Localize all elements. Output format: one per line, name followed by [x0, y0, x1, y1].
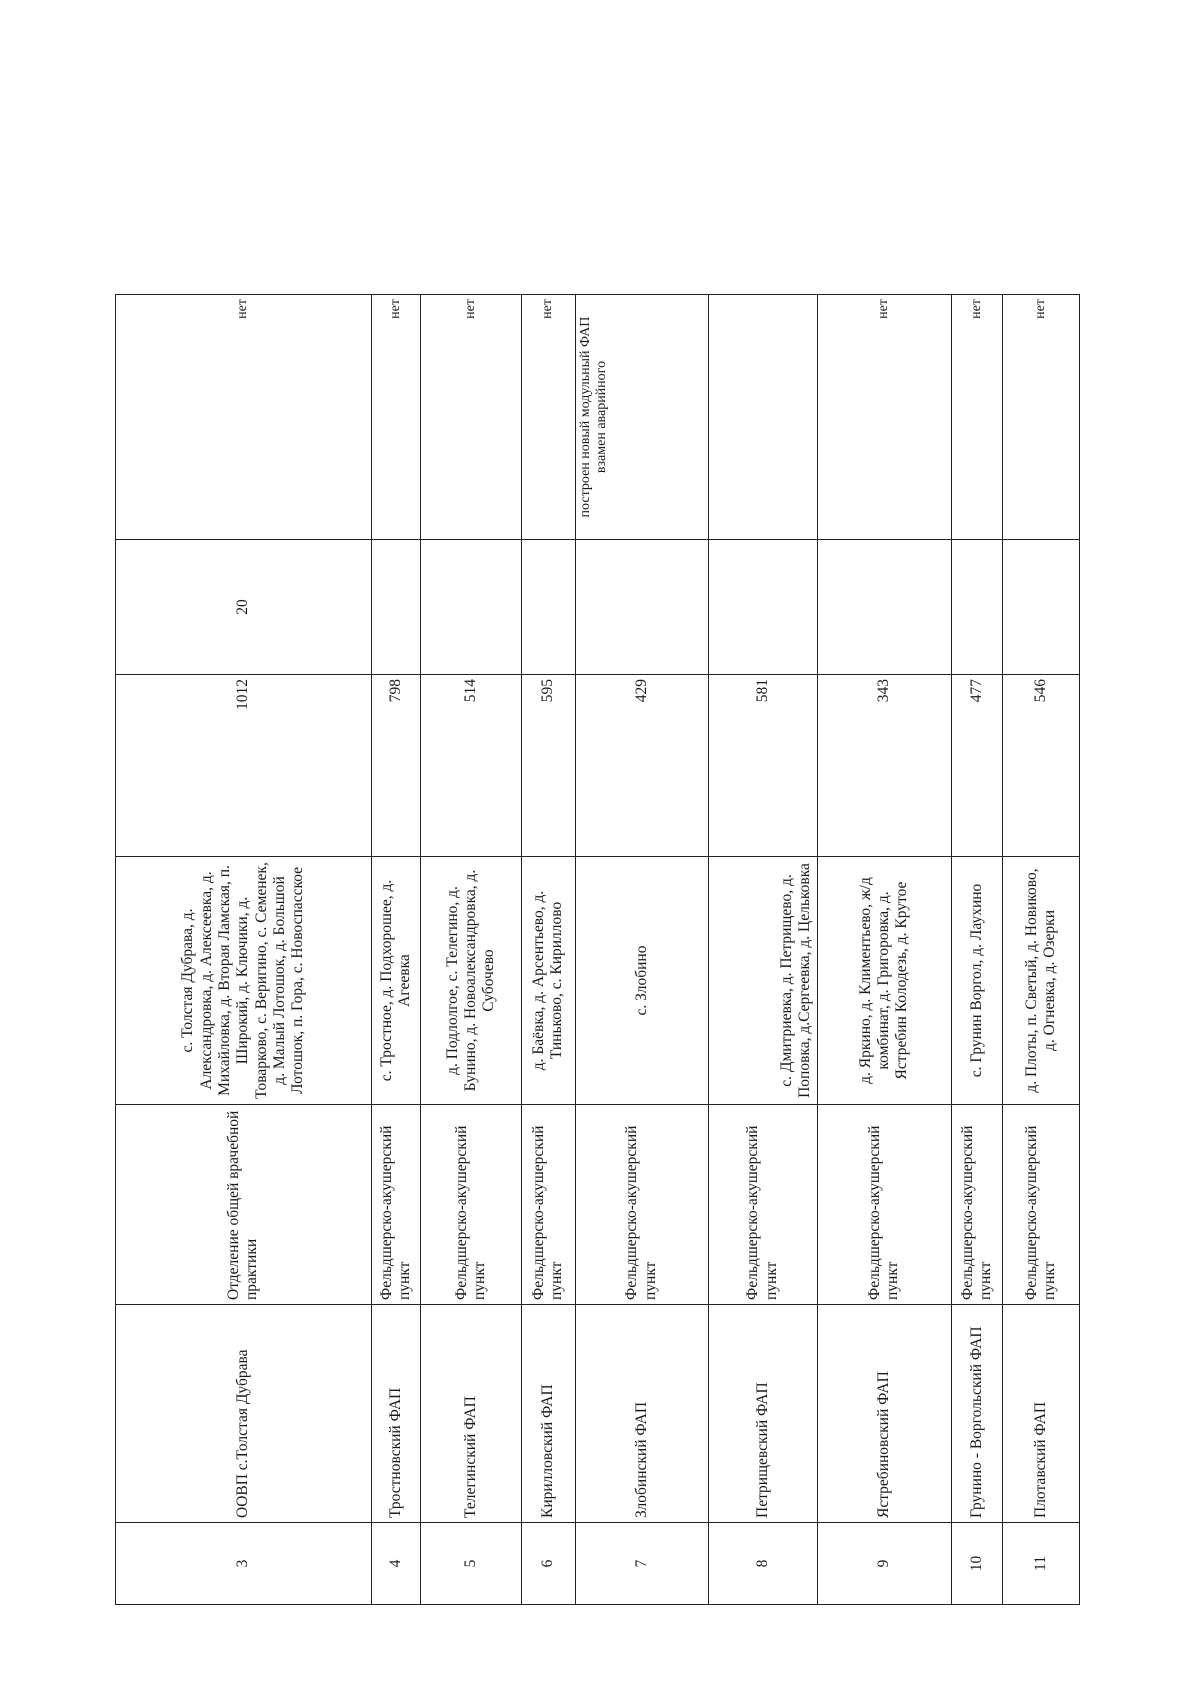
population: 514: [420, 675, 521, 857]
service-area: с. Толстая Дубрава, д. Александровка, д. Алексеевка, д. Михайловка, д. Вторая Ламская, п. Широкий, д. Ключики, д. Товарково, с. Веригино, с. Семенек, д. Малый Лотошок, д. Большой Лотошок, п. Гора, с. Новоспасское: [116, 857, 372, 1105]
facility-type: Фельдшерско-акушерский пункт: [575, 1105, 708, 1305]
row-number: 10: [951, 1523, 1002, 1605]
service-area: д. Подлолгое, с. Телегино, д. Бунино, д. Новоалександровка, д. Субочево: [420, 857, 521, 1105]
table-row: [1003, 295, 1080, 1605]
facility-type: Фельдшерско-акушерский пункт: [951, 1105, 1002, 1305]
row-number: 9: [817, 1523, 951, 1605]
table-row: [951, 295, 1002, 1605]
beds: [420, 540, 521, 675]
facility-name: Петрищевский ФАП: [708, 1305, 817, 1523]
beds: [817, 540, 951, 675]
population: 1012: [116, 675, 372, 857]
population: 595: [522, 675, 575, 857]
table-row: [116, 295, 372, 1605]
table-body: [116, 295, 1080, 1605]
service-area: с. Тростное, д. Подхорошее, д. Агеевка: [371, 857, 420, 1105]
service-area: д. Плоты, п. Светый, д. Новиково, д. Огневка, д. Озерки: [1003, 857, 1080, 1105]
facility-name: Кирилловский ФАП: [522, 1305, 575, 1523]
beds: 20: [116, 540, 372, 675]
facility-name: ООВП с.Толстая Дубрава: [116, 1305, 372, 1523]
row-number: 4: [371, 1523, 420, 1605]
population: 477: [951, 675, 1002, 857]
facility-type: Отделение общей врачебной практики: [116, 1105, 372, 1305]
table-row: [817, 295, 951, 1605]
service-area: с. Злобино: [575, 857, 708, 1105]
table-row: [371, 295, 420, 1605]
row-number: 11: [1003, 1523, 1080, 1605]
population: 798: [371, 675, 420, 857]
row-number: 5: [420, 1523, 521, 1605]
beds: [575, 540, 708, 675]
facility-name: Грунино - Воргольский ФАП: [951, 1305, 1002, 1523]
note: нет: [371, 295, 420, 540]
row-number: 7: [575, 1523, 708, 1605]
table-row: [708, 295, 817, 1605]
population: 581: [708, 675, 817, 857]
note: нет: [951, 295, 1002, 540]
facility-name: Злобинский ФАП: [575, 1305, 708, 1523]
population: 343: [817, 675, 951, 857]
note: построен новый модульный ФАП взамен аварийного: [575, 295, 708, 540]
row-number: 6: [522, 1523, 575, 1605]
population: 429: [575, 675, 708, 857]
facilities-table: [115, 294, 1080, 1605]
beds: [371, 540, 420, 675]
beds: [708, 540, 817, 675]
rotated-page-content: [115, 295, 1080, 1605]
facility-name: Ястребиновский ФАП: [817, 1305, 951, 1523]
note: нет: [1003, 295, 1080, 540]
note: нет: [420, 295, 521, 540]
table-row: [420, 295, 521, 1605]
table-row: [522, 295, 575, 1605]
facility-type: Фельдшерско-акушерский пункт: [1003, 1105, 1080, 1305]
note: [708, 295, 817, 540]
facility-name: Плотавский ФАП: [1003, 1305, 1080, 1523]
row-number: 3: [116, 1523, 372, 1605]
facility-type: Фельдшерско-акушерский пункт: [420, 1105, 521, 1305]
facility-type: Фельдшерско-акушерский пункт: [522, 1105, 575, 1305]
population: 546: [1003, 675, 1080, 857]
note: нет: [522, 295, 575, 540]
facility-type: Фельдшерско-акушерский пункт: [371, 1105, 420, 1305]
facility-name: Тростновский ФАП: [371, 1305, 420, 1523]
service-area: д. Баёвка, д. Арсентьево, д. Тиньково, с. Кириллово: [522, 857, 575, 1105]
table-row: [575, 295, 708, 1605]
note: нет: [817, 295, 951, 540]
service-area: с. Дмитриевка, д. Петрищево, д. Поповка, д.Сергеевка, д. Цельковка: [708, 857, 817, 1105]
beds: [1003, 540, 1080, 675]
beds: [522, 540, 575, 675]
service-area: с. Грунин Воргол, д. Лаухино: [951, 857, 1002, 1105]
beds: [951, 540, 1002, 675]
facility-type: Фельдшерско-акушерский пункт: [708, 1105, 817, 1305]
facility-name: Телегинский ФАП: [420, 1305, 521, 1523]
row-number: 8: [708, 1523, 817, 1605]
facility-type: Фельдшерско-акушерский пункт: [817, 1105, 951, 1305]
note: нет: [116, 295, 372, 540]
service-area: д. Яркино, д. Климентьево, ж/д комбинат, д. Григоровка, д. Ястребин Колодезь, д. Крутое: [817, 857, 951, 1105]
